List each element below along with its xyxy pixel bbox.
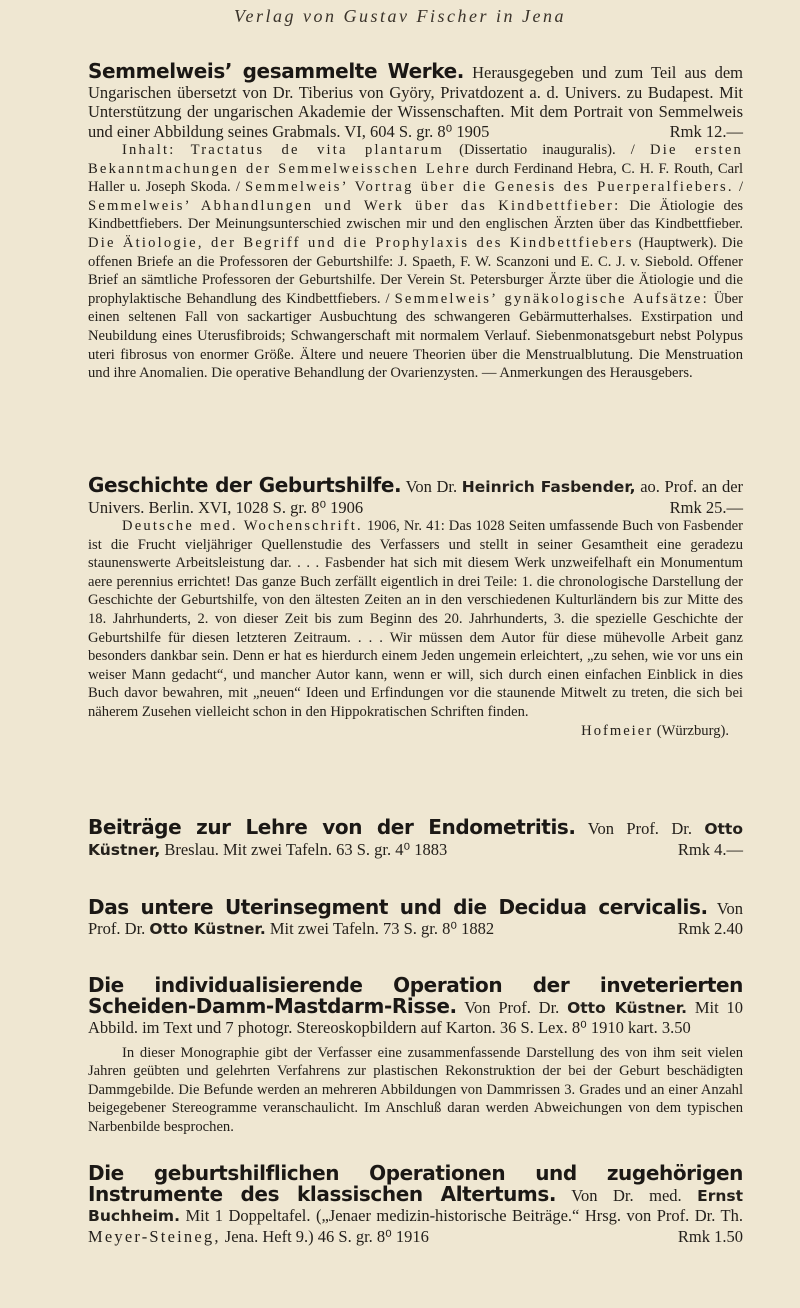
- book-editor: Meyer-Steineg,: [88, 1226, 221, 1246]
- book-author: Otto Küstner.: [567, 998, 688, 1017]
- book-price: Rmk 25.—: [669, 497, 743, 517]
- book-details-2: Jena. Heft 9.) 46 S. gr. 8⁰ 1916: [224, 1226, 429, 1246]
- book-author: Otto Küstner.: [149, 919, 266, 938]
- book-contents: Inhalt: Tractatus de vita plantarum (Dissertatio inauguralis). / Die ersten Bekanntmachungen der Semmelweisschen Lehre durch Ferdinand Hebra, C. H. F. Routh, Carl Haller u. Joseph Skoda. / Semmelweis’ Vortrag über die Genesis des Puerperalfiebers. / Semmelweis’ Abhandlungen und Werk über das Kindbettfieber: Die Ätiologie des Kindbettfiebers. Der Meinungsunterschied zwischen mir und den englischen Ärzten über das Kindbettfieber. Die Ätiologie, der Begriff und die Prophylaxis des Kindbettfiebers (Hauptwerk). Die offenen Briefe an die Professoren der Geburtshilfe: J. Spaeth, F. W. Scanzoni und E. C. J. v. Siebold. Offener Brief an sämtliche Professoren der Geburtshilfe. Der Verein St. Petersburger Ärzte über die Ätiologie und die prophylaktische Behandlung des Kindbettfiebers. / Semmelweis’ gynäkologische Aufsätze: Über einen seltenen Fall von sackartiger Ausbuchtung des schwangeren Gebärmutterhalses. Exstirpation und Neubildung eines Uterusfibroids; Schwangerschaft mit normalem Verlauf. Siebenmonatsgeburt nebst Polypus uteri fibrosus von enormer Größe. Ältere und neuere Theorien über die Menstrualblutung. Die Menstruation und ihre Anomalien. Die operative Behandlung der Ovarienzysten. — Anmerkungen des Herausgebers.: [88, 142, 744, 382]
- book-entry-endometritis: [88, 815, 743, 860]
- book-price: Rmk 4.—: [677, 839, 743, 859]
- book-title: Die geburtshilflichen Operationen und zugehörigen Instrumente des klassischen Altertums.: [88, 1161, 743, 1206]
- book-entry-operation: [88, 973, 744, 1136]
- book-title: Die individualisierende Operation der inveterierten Scheiden-Damm-Mastdarm-Risse.: [88, 973, 743, 1018]
- entry-head: Die geburtshilflichen Operationen und zugehörigen Instrumente des klassischen Altertums. Von Dr. med. Ernst Buchheim. Mit 1 Doppeltafel. („Jenaer medizin-historische Beiträge.“ Hrsg. von Prof. Dr. Th. Meyer-Steineg, Jena. Heft 9.) 46 S. gr. 8⁰ 1916 Rmk 1.50: [88, 1161, 744, 1246]
- book-price: Rmk 12.—: [669, 121, 743, 141]
- book-details: Mit 1 Doppeltafel. („Jenaer medizin-historische Beiträge.“ Hrsg. von Prof. Dr. Th.: [185, 1206, 743, 1225]
- book-author: Heinrich Fasbender,: [461, 478, 636, 496]
- book-details: ao. Prof. an der Univers. Berlin. XVI, 1028 S. gr. 8⁰ 1906: [88, 477, 744, 517]
- book-author: Otto Küstner,: [88, 820, 743, 859]
- entry-head: [88, 59, 743, 141]
- book-title: Beiträge zur Lehre von der Endometritis.: [88, 815, 576, 839]
- book-price: Rmk 2.40: [677, 918, 743, 938]
- entry-head: Das untere Uterinsegment und die Decidua cervicalis. Von Prof. Dr. Otto Küstner. Mit zwei Tafeln. 73 S. gr. 8⁰ 1882 Rmk 2.40: [88, 895, 743, 938]
- book-entry-uterinsegment: [88, 895, 743, 939]
- book-description: In dieser Monographie gibt der Verfasser eine zusammenfassende Darstellung des von ihm seit vielen Jahren geübten und gelehrten Verfahrens zur plastischen Rekonstruktion der bei der Geburt beschädigten Dammgebilde. Die Befunde werden an mehreren Abbildungen von Dammrissen 3. Grades und an einer Anzahl beigegebener Stereogramme veranschaulicht. Im Anschluß daran werden Abweichungen von dem typischen Narbenbilde besprochen.: [88, 1044, 743, 1135]
- book-entry-altertum: [88, 1161, 744, 1246]
- review-signature: Hofmeier (Würzburg).: [581, 722, 729, 739]
- entry-head: Beiträge zur Lehre von der Endometritis. Von Prof. Dr. Otto Küstner, Breslau. Mit zwei Tafeln. 63 S. gr. 4⁰ 1883 Rmk 4.—: [88, 815, 743, 859]
- entry-head: Die individualisierende Operation der inveterierten Scheiden-Damm-Mastdarm-Risse. Von Prof. Dr. Otto Küstner. Mit 10 Abbild. im Text und 7 photogr. Stereoskopbildern auf Karton. 36 S. Lex. 8⁰ 1910 kart. 3.50: [88, 973, 744, 1037]
- book-price: Rmk 1.50: [677, 1226, 743, 1246]
- book-title: Geschichte der Geburtshilfe.: [88, 473, 402, 497]
- book-details: Herausgegeben und zum Teil aus dem Ungarischen übersetzt von Dr. Tiberius von Györy, Privatdozent a. d. Univers. zu Budapest. Mit Unterstützung der ungarischen Akademie der Wissenschaften. Mit dem Portrait von Semmelweis und einer Abbildung seines Grabmals. VI, 604 S. gr. 8⁰ 1905: [88, 63, 743, 141]
- book-entry-fasbender: [88, 473, 744, 740]
- book-review: Deutsche med. Wochenschrift. 1906, Nr. 41: Das 1028 Seiten umfassende Buch von Fasbender ist die Frucht vieljähriger Quellenstudie des Verfassers und stellt in seiner Gesamtheit eine geradezu staunenswerte Arbeitsleistung dar. . . . Fasbender hat sich mit diesem Werk unzweifelhaft ein Monumentum aere perennius errichtet! Das ganze Buch zerfällt eigentlich in drei Teile: 1. die chronologische Darstellung der Geschichte der Geburtshilfe, von den ältesten Zeiten an in den verschiedenen Kulturländern bis zur Mitte des 18. Jahrhunderts, 2. von dieser Zeit bis zum Beginn des 20. Jahrhunderts, 3. die spezielle Geschichte der Geburtshilfe für diesen letzteren Zeitraum. . . . Wir müssen dem Autor für diese mühevolle Arbeit ganz besonders dankbar sein. Denn er hat es hierdurch einem Jeden ungemein erleichtert, „zu sehen, wie vor uns ein weiser Mann gedacht“, und mancher Autor kann, wenn er will, sich durch einen einfachen Einblick in dies Buch davor bewahren, mit „neuen“ Ideen und Erfindungen vor die staunende Mitwelt zu treten, die sich bei näherem Zusehen vielleicht schon in den Hippokratischen Schriften finden.: [88, 518, 743, 720]
- publisher-header: Verlag von Gustav Fischer in Jena: [234, 6, 566, 26]
- book-title: Das untere Uterinsegment und die Decidua cervicalis.: [88, 895, 708, 919]
- book-details: Breslau. Mit zwei Tafeln. 63 S. gr. 4⁰ 1883: [164, 839, 448, 859]
- book-title: Semmelweis’ gesammelte Werke.: [88, 59, 464, 83]
- book-entry-semmelweis: [88, 59, 744, 383]
- entry-head: Geschichte der Geburtshilfe. Von Dr. Heinrich Fasbender, ao. Prof. an der Univers. Berlin. XVI, 1028 S. gr. 8⁰ 1906 Rmk 25.—: [88, 473, 744, 517]
- book-details: Mit 10 Abbild. im Text und 7 photogr. Stereoskopbildern auf Karton. 36 S. Lex. 8⁰ 1910 kart. 3.50: [88, 997, 744, 1037]
- book-details: Mit zwei Tafeln. 73 S. gr. 8⁰ 1882: [269, 918, 495, 938]
- book-author: Ernst Buchheim.: [88, 1186, 744, 1225]
